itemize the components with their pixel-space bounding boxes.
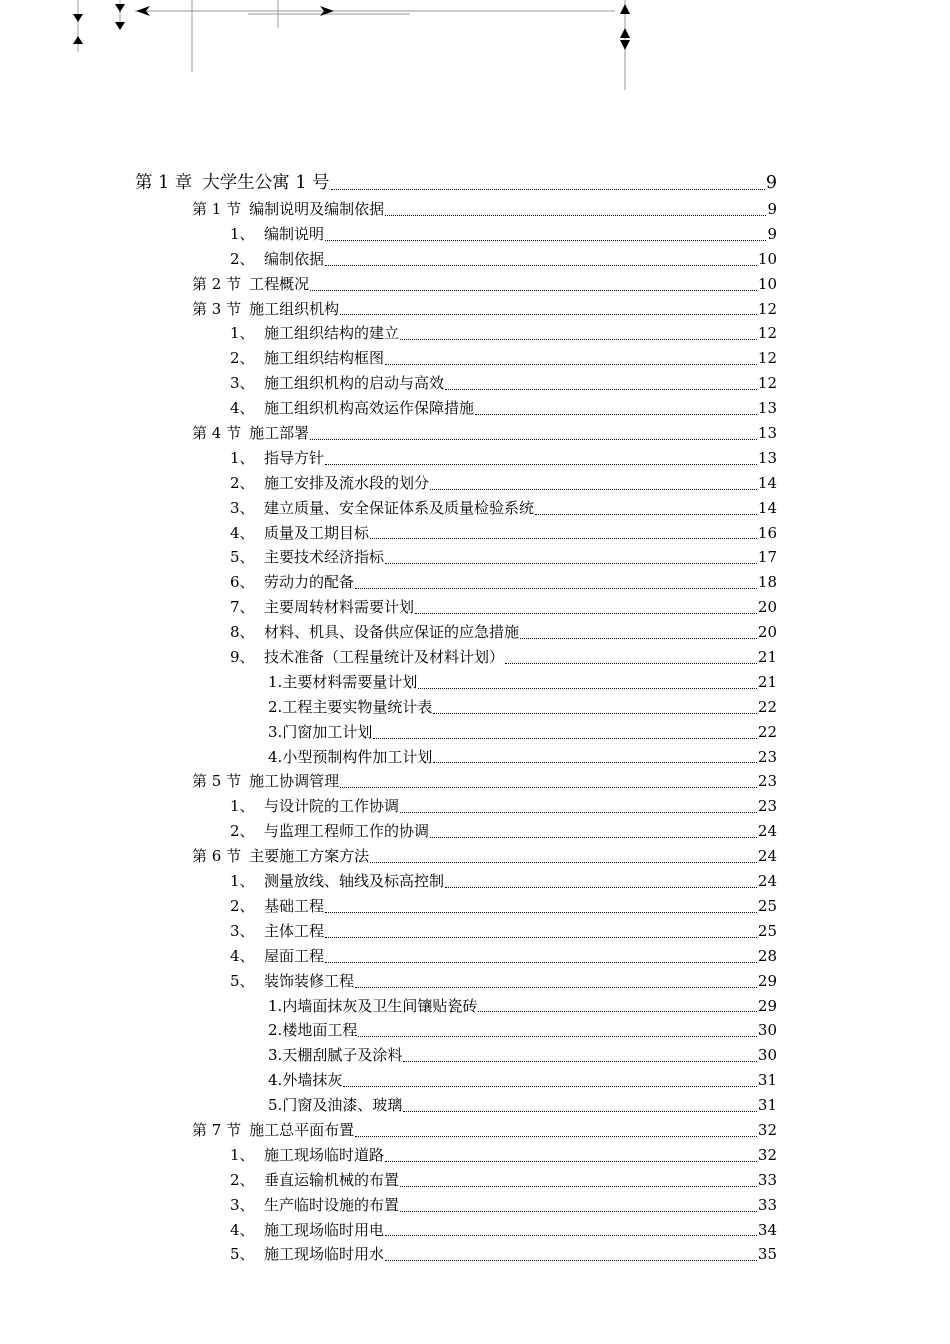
- dot-leader: [415, 613, 757, 614]
- toc-entry-page: 13: [757, 448, 777, 467]
- toc-entry-number: 第 5 节: [192, 772, 242, 791]
- dot-leader: [355, 1136, 757, 1137]
- toc-entry-number: 5、: [230, 548, 255, 567]
- toc-entry-title: 主体工程: [264, 921, 325, 940]
- toc-entry[interactable]: [135, 1068, 777, 1093]
- dot-leader: [400, 339, 757, 340]
- toc-entry-page: 30: [757, 1046, 777, 1065]
- toc-entry-title: 主要技术经济指标: [264, 548, 385, 567]
- toc-entry-page: 12: [757, 324, 777, 343]
- toc-entry-page: 22: [757, 722, 777, 741]
- toc-entry[interactable]: [135, 620, 777, 645]
- dot-leader: [310, 290, 757, 291]
- toc-entry-title: 施工现场临时道路: [264, 1145, 385, 1164]
- toc-entry[interactable]: [135, 1143, 777, 1168]
- toc-entry-page: 12: [757, 299, 777, 318]
- dot-leader: [400, 812, 757, 813]
- dot-leader: [325, 962, 757, 963]
- toc-entry[interactable]: [135, 1093, 777, 1118]
- toc-entry-title: 施工现场临时用水: [264, 1245, 385, 1264]
- dot-leader: [430, 837, 757, 838]
- crop-marks: [0, 0, 950, 100]
- dot-leader: [385, 1235, 757, 1236]
- toc-entry-page: 32: [757, 1145, 777, 1164]
- toc-entry-title: 施工协调管理: [249, 772, 340, 791]
- dot-leader: [445, 389, 757, 390]
- toc-entry-title: 大学生公寓 1 号: [202, 173, 330, 193]
- toc-entry-title: 垂直运输机械的布置: [264, 1170, 400, 1189]
- toc-entry-title: 装饰装修工程: [264, 971, 355, 990]
- toc-entry-page: 31: [757, 1096, 777, 1115]
- toc-entry-number: 3.: [268, 722, 283, 741]
- dot-leader: [358, 1036, 757, 1037]
- dot-leader: [385, 364, 757, 365]
- toc-entry-page: 20: [757, 598, 777, 617]
- toc-entry[interactable]: [135, 994, 777, 1019]
- toc-entry-page: 35: [757, 1245, 777, 1264]
- toc-entry-page: 32: [757, 1120, 777, 1139]
- toc-entry[interactable]: [135, 720, 777, 745]
- toc-entry-number: 第 4 节: [192, 424, 242, 443]
- toc-entry-page: 25: [757, 921, 777, 940]
- toc-entry[interactable]: [135, 446, 777, 471]
- toc-entry-title: 小型预制构件加工计划: [282, 747, 433, 766]
- toc-entry-title: 建立质量、安全保证体系及质量检验系统: [264, 498, 535, 517]
- toc-entry-title: 施工现场临时用电: [264, 1220, 385, 1239]
- toc-entry-number: 8、: [230, 623, 255, 642]
- toc-entry-title: 质量及工期目标: [264, 523, 370, 542]
- toc-entry[interactable]: [135, 645, 777, 670]
- toc-entry[interactable]: [135, 471, 777, 496]
- dot-leader: [373, 738, 757, 739]
- toc-entry[interactable]: [135, 222, 777, 247]
- toc-entry[interactable]: [135, 521, 777, 546]
- toc-entry-title: 施工组织结构的建立: [264, 324, 400, 343]
- toc-entry-title: 施工部署: [249, 424, 310, 443]
- toc-entry-page: 34: [757, 1220, 777, 1239]
- toc-entry-title: 技术准备（工程量统计及材料计划）: [264, 648, 505, 667]
- toc-entry-number: 2、: [230, 1170, 255, 1189]
- toc-entry-title: 施工组织结构框图: [264, 349, 385, 368]
- dot-leader: [400, 1211, 757, 1212]
- toc-entry-title: 主要材料需要量计划: [282, 672, 418, 691]
- toc-entry-number: 2.: [268, 697, 283, 716]
- toc-entry-title: 屋面工程: [264, 946, 325, 965]
- toc-entry-page: 30: [757, 1021, 777, 1040]
- toc-entry[interactable]: [135, 844, 777, 869]
- toc-entry-number: 第 3 节: [192, 299, 242, 318]
- dot-leader: [355, 588, 757, 589]
- toc-entry-number: 4、: [230, 946, 255, 965]
- toc-entry-page: 29: [757, 971, 777, 990]
- toc-entry[interactable]: [135, 545, 777, 570]
- dot-leader: [520, 638, 757, 639]
- dot-leader: [385, 215, 766, 216]
- toc-entry-number: 3、: [230, 374, 255, 393]
- toc-entry-number: 1.: [268, 996, 283, 1015]
- dot-leader: [355, 987, 757, 988]
- toc-entry-number: 2、: [230, 896, 255, 915]
- toc-entry-title: 生产临时设施的布置: [264, 1195, 400, 1214]
- toc-entry-title: 与监理工程师工作的协调: [264, 822, 430, 841]
- toc-entry-number: 5、: [230, 971, 255, 990]
- toc-entry-number: 1、: [230, 872, 255, 891]
- toc-entry-page: 16: [757, 523, 777, 542]
- toc-entry[interactable]: [135, 919, 777, 944]
- toc-entry[interactable]: [135, 745, 777, 770]
- toc-entry-number: 5、: [230, 1245, 255, 1264]
- toc-entry-number: 2、: [230, 822, 255, 841]
- toc-entry-number: 第 1 章: [135, 173, 193, 193]
- toc-entry[interactable]: [135, 819, 777, 844]
- toc-entry-page: 21: [757, 672, 777, 691]
- toc-entry[interactable]: [135, 1193, 777, 1218]
- toc-entry-number: 9、: [230, 648, 255, 667]
- toc-entry[interactable]: [135, 595, 777, 620]
- toc-entry-number: 6、: [230, 573, 255, 592]
- toc-entry[interactable]: [135, 1118, 777, 1143]
- toc-entry-page: 9: [765, 173, 777, 193]
- toc-entry-number: 5.: [268, 1096, 283, 1115]
- toc-entry-number: 2、: [230, 473, 255, 492]
- toc-entry[interactable]: [135, 197, 777, 222]
- toc-entry[interactable]: [135, 1018, 777, 1043]
- dot-leader: [370, 862, 757, 863]
- toc-entry[interactable]: [135, 247, 777, 272]
- toc-entry-title: 施工组织机构高效运作保障措施: [264, 399, 475, 418]
- toc-entry-title: 编制依据: [264, 249, 325, 268]
- toc-entry-number: 4.: [268, 747, 283, 766]
- dot-leader: [535, 514, 757, 515]
- toc-entry-number: 1、: [230, 224, 255, 243]
- toc-entry[interactable]: [135, 769, 777, 794]
- toc-entry[interactable]: [135, 969, 777, 994]
- toc-entry-number: 第 1 节: [192, 200, 242, 218]
- toc-entry[interactable]: [135, 695, 777, 720]
- dot-leader: [505, 663, 757, 664]
- toc-entry-page: 13: [757, 424, 777, 443]
- toc-entry-number: 1、: [230, 797, 255, 816]
- toc-entry-title: 劳动力的配备: [264, 573, 355, 592]
- dot-leader: [385, 1161, 757, 1162]
- toc-entry-number: 3、: [230, 1195, 255, 1214]
- dot-leader: [418, 688, 757, 689]
- toc-entry[interactable]: [135, 321, 777, 346]
- toc-entry-title: 测量放线、轴线及标高控制: [264, 872, 445, 891]
- toc-entry-title: 天棚刮腻子及涂料: [282, 1046, 403, 1065]
- toc-entry-number: 3.: [268, 1046, 283, 1065]
- toc-entry-title: 工程主要实物量统计表: [282, 697, 433, 716]
- dot-leader: [433, 762, 757, 763]
- toc-entry-page: 14: [757, 498, 777, 517]
- toc-entry-number: 3、: [230, 498, 255, 517]
- toc-entry-title: 工程概况: [249, 274, 310, 293]
- toc-entry[interactable]: [135, 346, 777, 371]
- toc-entry[interactable]: [135, 944, 777, 969]
- toc-entry-title: 主要周转材料需要计划: [264, 598, 415, 617]
- toc-entry-title: 内墙面抹灰及卫生间镶贴瓷砖: [282, 996, 478, 1015]
- toc-entry-number: 1、: [230, 324, 255, 343]
- toc-entry-title: 施工总平面布置: [249, 1120, 355, 1139]
- toc-entry-page: 29: [757, 996, 777, 1015]
- toc-entry-page: 9: [767, 224, 777, 243]
- toc-entry[interactable]: [135, 670, 777, 695]
- toc-entry-page: 14: [757, 473, 777, 492]
- toc-entry-page: 23: [757, 772, 777, 791]
- toc-entry-title: 外墙抹灰: [282, 1071, 343, 1090]
- toc-entry[interactable]: [135, 297, 777, 322]
- toc-entry-number: 4、: [230, 1220, 255, 1239]
- toc-entry[interactable]: [135, 396, 777, 421]
- toc-entry-number: 2、: [230, 349, 255, 368]
- toc-entry[interactable]: [135, 1168, 777, 1193]
- toc-entry-page: 10: [757, 249, 777, 268]
- toc-entry-number: 第 6 节: [192, 847, 242, 866]
- toc-entry-title: 编制说明及编制依据: [249, 200, 385, 218]
- toc-entry-title: 施工安排及流水段的划分: [264, 473, 430, 492]
- toc-entry-title: 编制说明: [264, 224, 325, 243]
- toc-entry-title: 指导方针: [264, 448, 325, 467]
- toc-entry[interactable]: [135, 869, 777, 894]
- toc-entry[interactable]: [135, 1043, 777, 1068]
- dot-leader: [340, 314, 757, 315]
- dot-leader: [325, 937, 757, 938]
- toc-entry-title: 施工组织机构: [249, 299, 340, 318]
- toc-entry-title: 主要施工方案方法: [249, 847, 370, 866]
- dot-leader: [433, 713, 757, 714]
- toc-entry-title: 楼地面工程: [282, 1021, 358, 1040]
- toc-entry-page: 13: [757, 399, 777, 418]
- toc-entry[interactable]: [135, 1218, 777, 1243]
- toc-entry[interactable]: [135, 421, 777, 446]
- table-of-contents: [135, 170, 777, 1267]
- toc-entry-page: 33: [757, 1195, 777, 1214]
- toc-entry[interactable]: [135, 794, 777, 819]
- toc-entry-page: 18: [757, 573, 777, 592]
- toc-entry-number: 1.: [268, 672, 283, 691]
- dot-leader: [385, 563, 757, 564]
- dot-leader: [343, 1086, 757, 1087]
- dot-leader: [331, 189, 765, 190]
- toc-entry-page: 9: [767, 200, 777, 218]
- toc-entry-number: 第 2 节: [192, 274, 242, 293]
- toc-entry-title: 施工组织机构的启动与高效: [264, 374, 445, 393]
- toc-entry[interactable]: [135, 170, 777, 197]
- toc-entry-page: 10: [757, 274, 777, 293]
- toc-entry-number: 7、: [230, 598, 255, 617]
- toc-entry-page: 31: [757, 1071, 777, 1090]
- dot-leader: [478, 1011, 757, 1012]
- toc-entry-number: 第 7 节: [192, 1120, 242, 1139]
- toc-entry-number: 4、: [230, 523, 255, 542]
- toc-entry-title: 门窗及油漆、玻璃: [282, 1096, 403, 1115]
- toc-entry-page: 24: [757, 872, 777, 891]
- toc-entry-title: 材料、机具、设备供应保证的应急措施: [264, 623, 520, 642]
- toc-entry-page: 21: [757, 648, 777, 667]
- dot-leader: [325, 240, 766, 241]
- dot-leader: [400, 1186, 757, 1187]
- toc-entry-number: 1、: [230, 1145, 255, 1164]
- dot-leader: [403, 1111, 757, 1112]
- toc-entry-number: 2、: [230, 249, 255, 268]
- toc-entry-number: 3、: [230, 921, 255, 940]
- dot-leader: [475, 414, 757, 415]
- toc-entry[interactable]: [135, 371, 777, 396]
- toc-entry-page: 12: [757, 374, 777, 393]
- dot-leader: [445, 887, 757, 888]
- toc-entry-page: 25: [757, 896, 777, 915]
- toc-entry-page: 24: [757, 822, 777, 841]
- toc-entry-title: 与设计院的工作协调: [264, 797, 400, 816]
- dot-leader: [310, 439, 757, 440]
- toc-entry-page: 23: [757, 797, 777, 816]
- toc-entry-page: 12: [757, 349, 777, 368]
- toc-entry-title: 基础工程: [264, 896, 325, 915]
- toc-entry[interactable]: [135, 1242, 777, 1267]
- dot-leader: [430, 489, 757, 490]
- dot-leader: [340, 787, 757, 788]
- toc-entry[interactable]: [135, 894, 777, 919]
- dot-leader: [385, 1260, 757, 1261]
- toc-entry[interactable]: [135, 272, 777, 297]
- toc-entry-number: 4、: [230, 399, 255, 418]
- toc-entry-page: 28: [757, 946, 777, 965]
- toc-entry-number: 2.: [268, 1021, 283, 1040]
- toc-entry-page: 17: [757, 548, 777, 567]
- dot-leader: [370, 538, 757, 539]
- toc-entry-page: 20: [757, 623, 777, 642]
- toc-entry-page: 23: [757, 747, 777, 766]
- dot-leader: [325, 912, 757, 913]
- toc-entry-number: 4.: [268, 1071, 283, 1090]
- toc-entry-page: 22: [757, 697, 777, 716]
- toc-entry-title: 门窗加工计划: [282, 722, 373, 741]
- dot-leader: [403, 1061, 757, 1062]
- toc-entry-page: 24: [757, 847, 777, 866]
- toc-entry[interactable]: [135, 496, 777, 521]
- toc-entry-number: 1、: [230, 448, 255, 467]
- toc-entry-page: 33: [757, 1170, 777, 1189]
- dot-leader: [325, 464, 757, 465]
- dot-leader: [325, 265, 757, 266]
- toc-entry[interactable]: [135, 570, 777, 595]
